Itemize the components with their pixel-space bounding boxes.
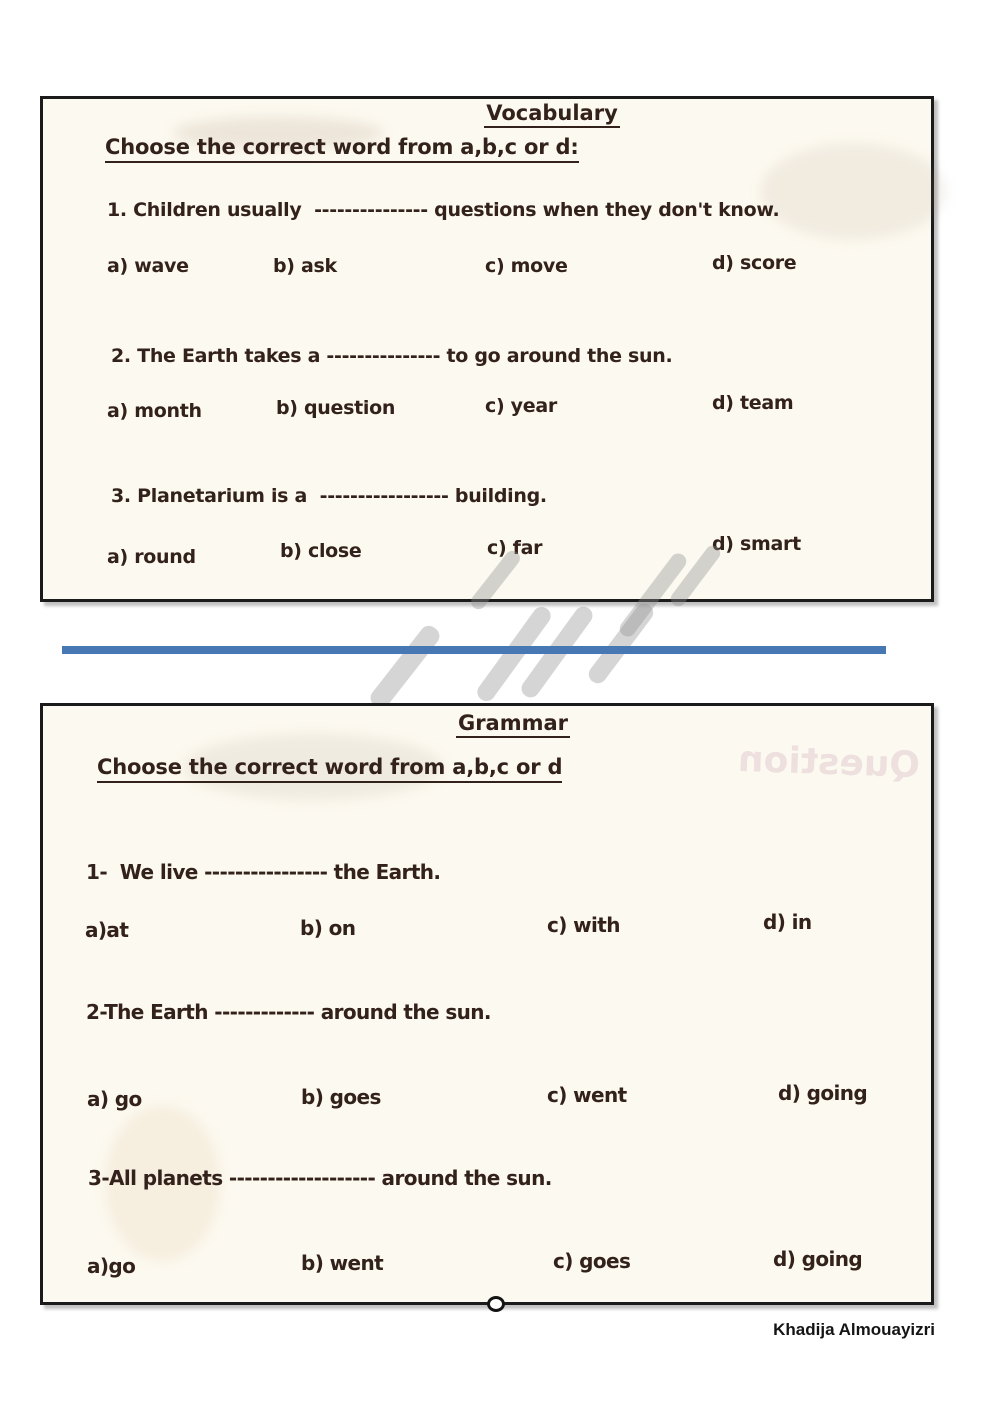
scan-bleed-mirrored-text: Question <box>737 738 921 787</box>
question-text: 2-The Earth ------------- around the sun. <box>86 1000 491 1024</box>
section-grammar <box>40 703 934 1305</box>
section-instruction: Choose the correct word from a,b,c or d <box>97 755 562 783</box>
section-title: Vocabulary <box>484 101 620 128</box>
option-b: b) went <box>301 1251 384 1275</box>
section-title-row <box>43 711 931 738</box>
option-b: b) ask <box>273 255 337 277</box>
option-d: d) in <box>763 910 812 934</box>
watermark-stroke <box>474 603 554 704</box>
option-a: a) wave <box>107 255 189 277</box>
option-c: c) move <box>485 255 568 277</box>
option-c: c) goes <box>553 1249 631 1273</box>
section-vocabulary <box>40 96 934 602</box>
option-c: c) year <box>485 395 557 417</box>
option-d: d) going <box>773 1247 863 1271</box>
option-d: d) going <box>778 1081 868 1105</box>
option-d: d) score <box>712 252 797 274</box>
footer-credit: Khadija Almouayizri <box>773 1320 935 1339</box>
watermark-stroke <box>367 622 443 712</box>
section-divider-line <box>62 646 886 654</box>
question-text: 1- We live ---------------- the Earth. <box>86 860 441 884</box>
cut-character-artifact <box>487 1296 505 1312</box>
option-b: b) goes <box>301 1085 381 1109</box>
option-b: b) question <box>276 397 396 419</box>
option-d: d) team <box>712 392 794 414</box>
option-b: b) on <box>300 916 356 940</box>
option-a: a)go <box>87 1254 136 1278</box>
option-a: a) round <box>107 546 196 568</box>
question-text: 1. Children usually --------------- questions when they don't know. <box>107 199 780 221</box>
option-c: c) with <box>547 913 620 937</box>
scan-bleed-smudge <box>761 144 946 239</box>
option-c: c) went <box>547 1083 627 1107</box>
option-d: d) smart <box>712 533 801 555</box>
question-text: 3-All planets ------------------- around the sun. <box>88 1166 552 1190</box>
option-c: c) far <box>487 537 543 559</box>
option-a: a) month <box>107 400 202 422</box>
option-b: b) close <box>280 540 362 562</box>
option-a: a)at <box>85 918 129 942</box>
question-text: 3. Planetarium is a ----------------- building. <box>111 485 547 507</box>
watermark-stroke <box>585 600 657 687</box>
option-a: a) go <box>87 1087 142 1111</box>
question-text: 2. The Earth takes a --------------- to go around the sun. <box>111 345 673 367</box>
section-title: Grammar <box>456 711 570 738</box>
section-title-row <box>43 101 931 128</box>
section-instruction: Choose the correct word from a,b,c or d: <box>105 135 579 163</box>
